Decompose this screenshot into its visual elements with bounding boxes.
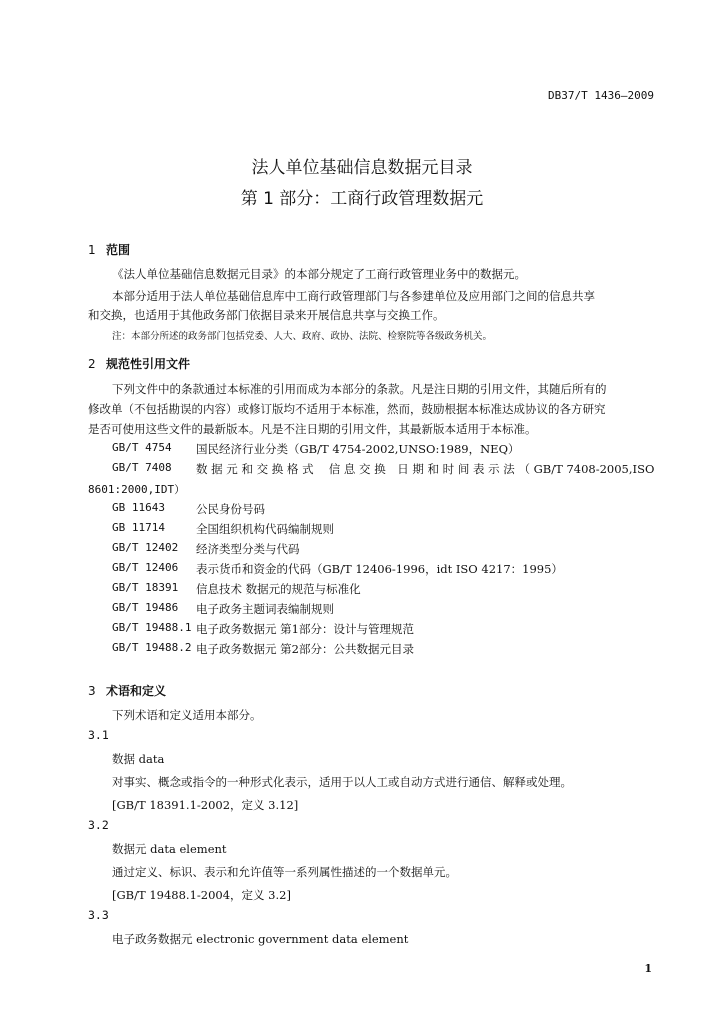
reference-title: 公民身份号码 [196, 502, 265, 516]
reference-title: 表示货币和资金的代码（GB/T 12406-1996，idt ISO 4217：1995） [196, 562, 563, 576]
section-title: 范围 [106, 243, 131, 257]
term-definition: 通过定义、标识、表示和允许值等一系列属性描述的一个数据单元。 [112, 865, 457, 879]
reference-title: 电子政务数据元 第1部分：设计与管理规范 [196, 622, 414, 636]
section-heading-references [88, 355, 190, 372]
reference-code: GB/T 19486 [112, 601, 179, 614]
section-number: 1 [88, 243, 96, 257]
reference-title-continued: 8601:2000,IDT） [88, 483, 186, 496]
reference-title: 全国组织机构代码编制规则 [196, 522, 334, 536]
section-title: 规范性引用文件 [106, 357, 191, 371]
paragraph: 下列文件中的条款通过本标准的引用而成为本部分的条款。凡是注日期的引用文件，其随后所有的 [112, 382, 607, 396]
reference-code: GB/T 19488.1 [112, 621, 192, 634]
term-name: 数据元 data element [112, 842, 227, 856]
section-heading-terms [88, 682, 166, 699]
paragraph: 本部分适用于法人单位基础信息库中工商行政管理部门与各参建单位及应用部门之间的信息共享 [112, 289, 595, 303]
reference-code: GB 11643 [112, 501, 165, 514]
note: 注：本部分所述的政务部门包括党委、人大、政府、政协、法院、检察院等各级政务机关。 [112, 331, 493, 342]
reference-code: GB/T 18391 [112, 581, 179, 594]
page-number: 1 [644, 962, 652, 975]
term-source: [GB/T 19488.1-2004，定义 3.2] [112, 888, 291, 902]
term-number: 3.3 [88, 908, 109, 922]
reference-title: 数 据 元 和 交 换 格 式 信 息 交 换 日 期 和 时 间 表 示 法 （ GB/T 7408-2005,ISO [196, 462, 655, 476]
term-name: 数据 data [112, 752, 165, 766]
document-title: 法人单位基础信息数据元目录 [251, 158, 473, 178]
term-definition: 对事实、概念或指令的一种形式化表示，适用于以人工或自动方式进行通信、解释或处理。 [112, 775, 572, 789]
section-title: 术语和定义 [106, 684, 167, 698]
section-number: 2 [88, 357, 96, 371]
paragraph: 下列术语和定义适用本部分。 [112, 708, 262, 722]
term-name: 电子政务数据元 electronic government data element [112, 932, 409, 946]
paragraph: 《法人单位基础信息数据元目录》的本部分规定了工商行政管理业务中的数据元。 [112, 267, 526, 281]
reference-code: GB/T 4754 [112, 441, 172, 454]
term-number: 3.2 [88, 818, 109, 832]
standard-code: DB37/T 1436—2009 [548, 89, 654, 102]
reference-title: 电子政务主题词表编制规则 [196, 602, 334, 616]
term-source: [GB/T 18391.1-2002，定义 3.12] [112, 798, 299, 812]
paragraph: 和交换，也适用于其他政务部门依据目录来开展信息共享与交换工作。 [88, 308, 445, 322]
reference-title: 信息技术 数据元的规范与标准化 [196, 582, 361, 596]
term-number: 3.1 [88, 728, 109, 742]
reference-code: GB/T 12402 [112, 541, 179, 554]
reference-title: 国民经济行业分类（GB/T 4754-2002,UNSO:1989，NEQ） [196, 442, 520, 456]
reference-code: GB/T 7408 [112, 461, 172, 474]
document-subtitle: 第 1 部分：工商行政管理数据元 [240, 189, 484, 209]
reference-code: GB 11714 [112, 521, 165, 534]
section-heading-scope [88, 241, 130, 258]
paragraph: 是否可使用这些文件的最新版本。凡是不注日期的引用文件，其最新版本适用于本标准。 [88, 422, 537, 436]
reference-title: 经济类型分类与代码 [196, 542, 300, 556]
reference-title: 电子政务数据元 第2部分：公共数据元目录 [196, 642, 414, 656]
paragraph: 修改单（不包括勘误的内容）或修订版均不适用于本标准，然而，鼓励根据本标准达成协议的各方研究 [88, 402, 606, 416]
reference-code: GB/T 19488.2 [112, 641, 192, 654]
reference-code: GB/T 12406 [112, 561, 179, 574]
section-number: 3 [88, 684, 96, 698]
